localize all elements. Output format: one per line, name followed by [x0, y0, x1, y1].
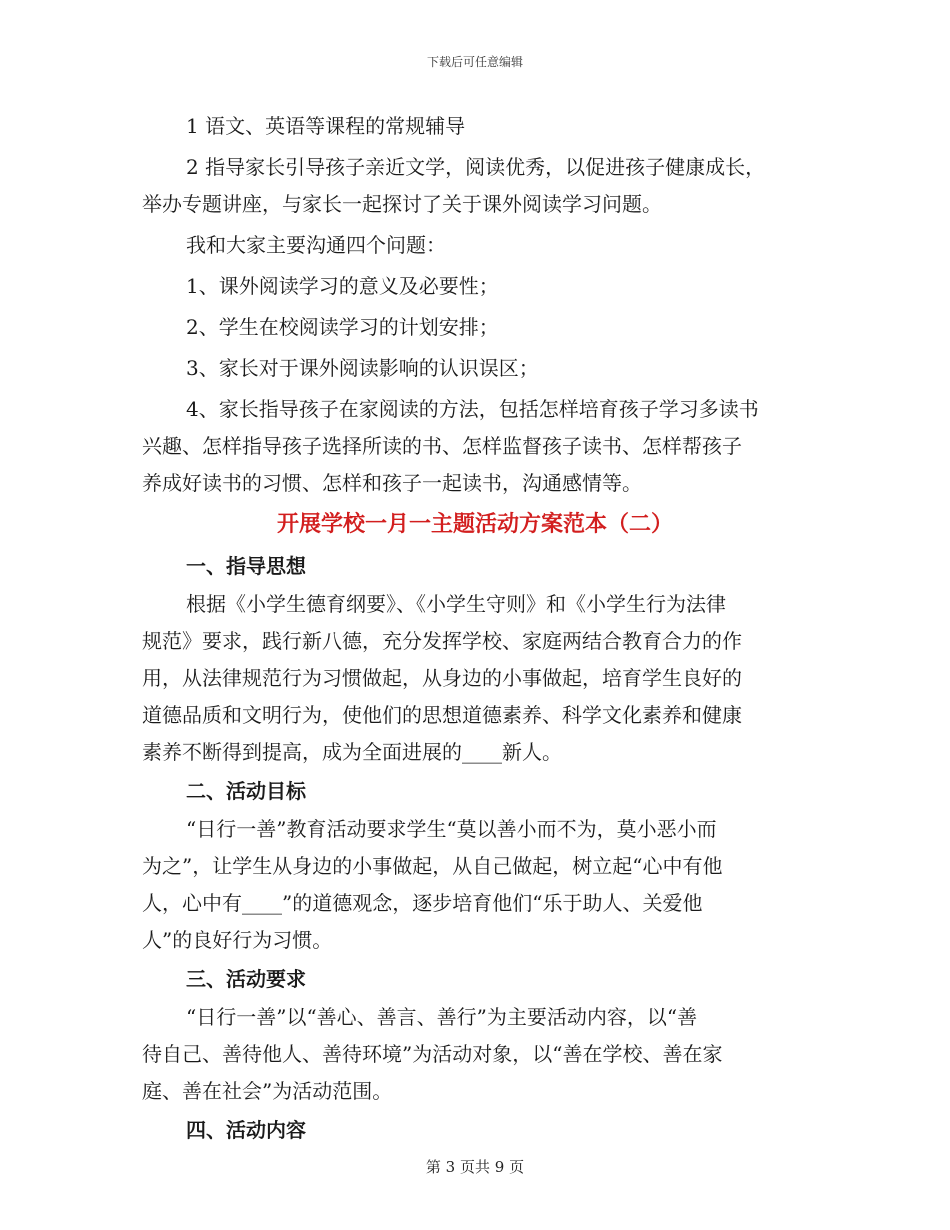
paragraph-line: 规范》要求，践行新八德，充分发挥学校、家庭两结合教育合力的作 — [142, 629, 742, 653]
page-footer: 第 3 页共 9 页 — [425, 1158, 525, 1176]
paragraph-line: 2 指导家长引导孩子亲近文学，阅读优秀，以促进孩子健康成长， — [186, 155, 766, 179]
document-body — [142, 108, 808, 1150]
paragraph-line: 2、学生在校阅读学习的计划安排； — [186, 315, 499, 339]
paragraph-line: 我和大家主要沟通四个问题： — [186, 233, 446, 257]
section-heading: 三、活动要求 — [186, 967, 306, 991]
paragraph-line: 庭、善在社会”为活动范围。 — [142, 1079, 393, 1103]
paragraph-line: 根据《小学生德育纲要》、《小学生守则》和《小学生行为法律 — [186, 592, 726, 616]
section-heading: 四、活动内容 — [186, 1118, 306, 1142]
paragraph-line: 1、课外阅读学习的意义及必要性； — [186, 274, 499, 298]
section-title: 开展学校一月一主题活动方案范本（二） — [276, 511, 673, 537]
paragraph-line: 用，从法律规范行为习惯做起，从身边的小事做起，培育学生良好的 — [142, 666, 742, 690]
paragraph-line: 人”的良好行为习惯。 — [142, 928, 333, 952]
paragraph-line: 4、家长指导孩子在家阅读的方法，包括怎样培育孩子学习多读书 — [186, 397, 759, 421]
paragraph-line: 举办专题讲座，与家长一起探讨了关于课外阅读学习问题。 — [142, 192, 662, 216]
paragraph-line: 素养不断得到提高，成为全面进展的____新人。 — [142, 740, 562, 764]
paragraph-line: 为之”，让学生从身边的小事做起，从自己做起，树立起“心中有他 — [142, 854, 723, 878]
paragraph-line: “日行一善”以“善心、善言、善行”为主要活动内容，以“善 — [186, 1005, 698, 1029]
paragraph-line: 3、家长对于课外阅读影响的认识误区； — [186, 356, 539, 380]
paragraph-line: “日行一善”教育活动要求学生“莫以善小而不为，莫小恶小而 — [186, 817, 717, 841]
paragraph-line: 待自己、善待他人、善待环境”为活动对象，以“善在学校、善在家 — [142, 1042, 723, 1066]
section-heading: 二、活动目标 — [186, 779, 306, 803]
paragraph-line: 1 语文、英语等课程的常规辅导 — [186, 114, 466, 138]
paragraph-line: 人，心中有____”的道德观念，逐步培育他们“乐于助人、关爱他 — [142, 891, 703, 915]
paragraph-line: 道德品质和文明行为，使他们的思想道德素养、科学文化素养和健康 — [142, 703, 742, 727]
page-header: 下载后可任意编辑 — [426, 55, 523, 69]
paragraph-line: 兴趣、怎样指导孩子选择所读的书、怎样监督孩子读书、怎样帮孩子 — [142, 434, 742, 458]
section-heading: 一、指导思想 — [186, 554, 306, 578]
paragraph-line: 养成好读书的习惯、怎样和孩子一起读书，沟通感情等。 — [142, 471, 642, 495]
